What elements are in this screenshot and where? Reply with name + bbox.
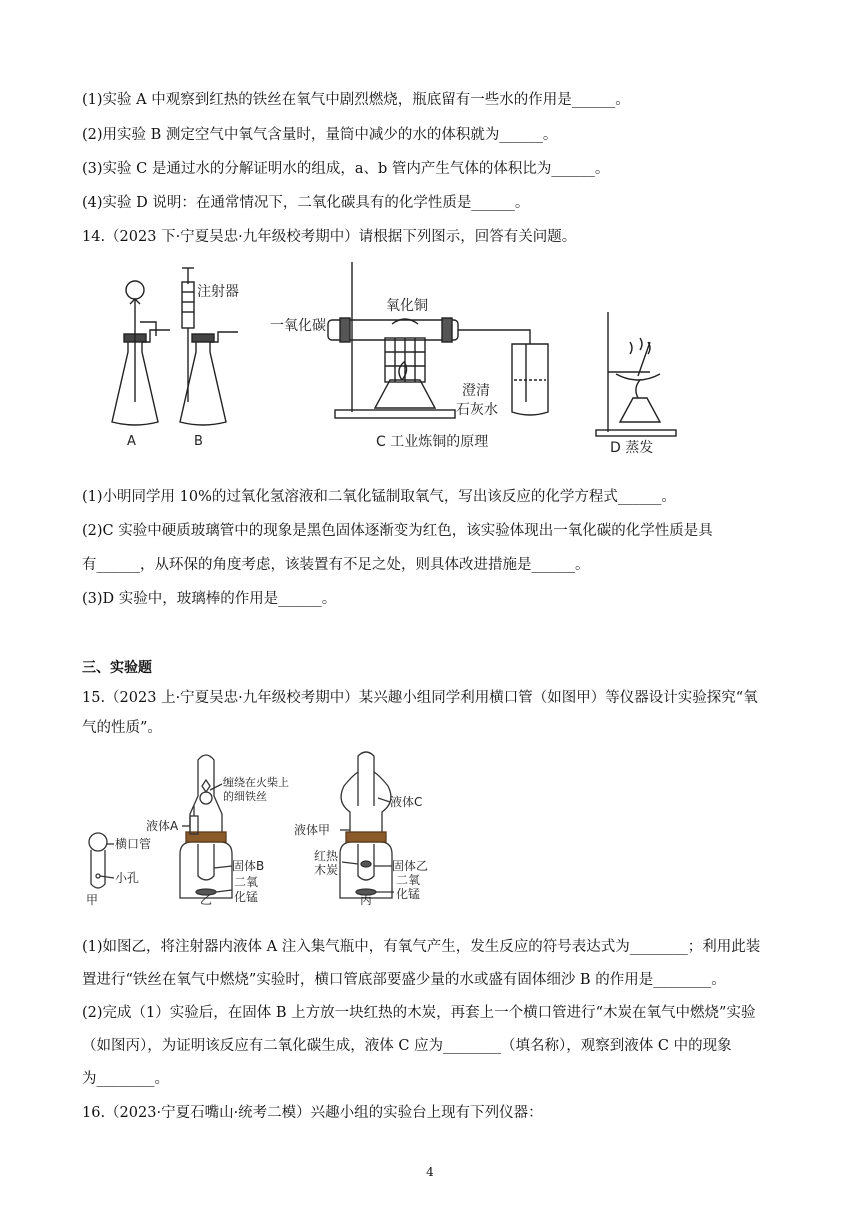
apparatus-bing	[340, 752, 392, 898]
q13-part4: (4)实验 D 说明：在通常情况下，二氧化碳具有的化学性质是______。	[82, 195, 530, 211]
caption-d: D 蒸发	[610, 440, 654, 456]
q13-part1: (1)实验 A 中观察到红热的铁丝在氧气中剧烈燃烧，瓶底留有一些水的作用是______。	[82, 92, 630, 108]
limewater-label-2: 石灰水	[456, 402, 498, 418]
liquid-c-label: 液体C	[390, 795, 423, 809]
q15-stem-a: 15.（2023 上·宁夏吴忠·九年级校考期中）某兴趣小组同学利用横口管（如图甲）等仪器设计实验探究“氧	[82, 690, 758, 706]
q16-stem: 16.（2023·宁夏石嘴山·统考二模）兴趣小组的实验台上现有下列仪器：	[82, 1105, 543, 1121]
cuo-label: 氧化铜	[386, 298, 428, 314]
mno2-label-2: 化锰	[234, 890, 259, 904]
apparatus-d	[596, 312, 676, 436]
tube-jia	[89, 833, 107, 888]
q14-figure	[90, 262, 680, 462]
q15-part2c: 为________。	[82, 1071, 169, 1087]
charcoal-label-1: 红热	[314, 849, 339, 863]
q15-figure	[82, 746, 442, 906]
liquid-jia-label: 液体甲	[294, 823, 331, 837]
q15-part1b: 置进行“铁丝在氧气中燃烧”实验时，横口管底部要盛少量的水或盛有固体细沙 B 的作用是________。	[82, 972, 726, 988]
apparatus-a	[112, 281, 170, 425]
hengkouguan-label: 横口管	[115, 837, 152, 851]
limewater-label-1: 澄清	[462, 383, 490, 399]
xiaokong-label: 小孔	[115, 871, 140, 885]
solid-yi-label: 固体乙	[392, 859, 429, 873]
solid-b-label: 固体B	[232, 859, 265, 873]
syringe-label: 注射器	[197, 284, 239, 300]
q13-part2: (2)用实验 B 测定空气中氧气含量时，量筒中减少的水的体积就为______。	[82, 127, 558, 143]
page-number: 4	[426, 1165, 434, 1179]
liquid-a-label: 液体A	[146, 819, 179, 833]
section-heading: 三、实验题	[82, 660, 152, 676]
mno2-label-3: 二氧	[396, 873, 421, 887]
q14-part3: (3)D 实验中，玻璃棒的作用是______。	[82, 591, 337, 607]
q14-stem: 14.（2023 下·宁夏吴忠·九年级校考期中）请根据下列图示，回答有关问题。	[82, 229, 577, 245]
label-b: B	[194, 434, 203, 449]
wire-label-2: 的细铁丝	[223, 790, 267, 803]
jia-label: 甲	[86, 893, 99, 906]
charcoal-label-2: 木炭	[314, 863, 339, 877]
co-label: 一氧化碳	[270, 318, 326, 334]
q15-part2b: （如图丙），为证明该反应有二氧化碳生成，液体 C 应为________（填名称），观察到液体 C 中的现象	[82, 1038, 732, 1054]
bing-label: 丙	[360, 893, 373, 906]
q15-stem-b: 气的性质”。	[82, 720, 162, 736]
q13-part3: (3)实验 C 是通过水的分解证明水的组成，a、b 管内产生气体的体积比为______。	[82, 161, 610, 177]
caption-c: C 工业炼铜的原理	[376, 434, 489, 450]
wire-label-1: 缠绕在火柴上	[223, 776, 289, 789]
q14-part2b: 有______，从环保的角度考虑，该装置有不足之处，则具体改进措施是______。	[82, 557, 590, 573]
mno2-label-4: 化锰	[396, 887, 421, 901]
label-a: A	[127, 434, 136, 449]
q14-part1: (1)小明同学用 10%的过氧化氢溶液和二氧化锰制取氧气，写出该反应的化学方程式______。	[82, 489, 676, 505]
q15-part2a: (2)完成（1）实验后，在固体 B 上方放一块红热的木炭，再套上一个横口管进行“木炭在氧气中燃烧”实验	[82, 1005, 756, 1021]
q14-part2a: (2)C 实验中硬质玻璃管中的现象是黑色固体逐渐变为红色，该实验体现出一氧化碳的化学性质是具	[82, 523, 713, 539]
q15-part1a: (1)如图乙，将注射器内液体 A 注入集气瓶中，有氧气产生，发生反应的符号表达式为________；利用此装	[82, 939, 761, 955]
apparatus-c	[328, 262, 548, 418]
yi-label: 乙	[200, 893, 213, 906]
mno2-label-1: 二氧	[234, 875, 259, 889]
